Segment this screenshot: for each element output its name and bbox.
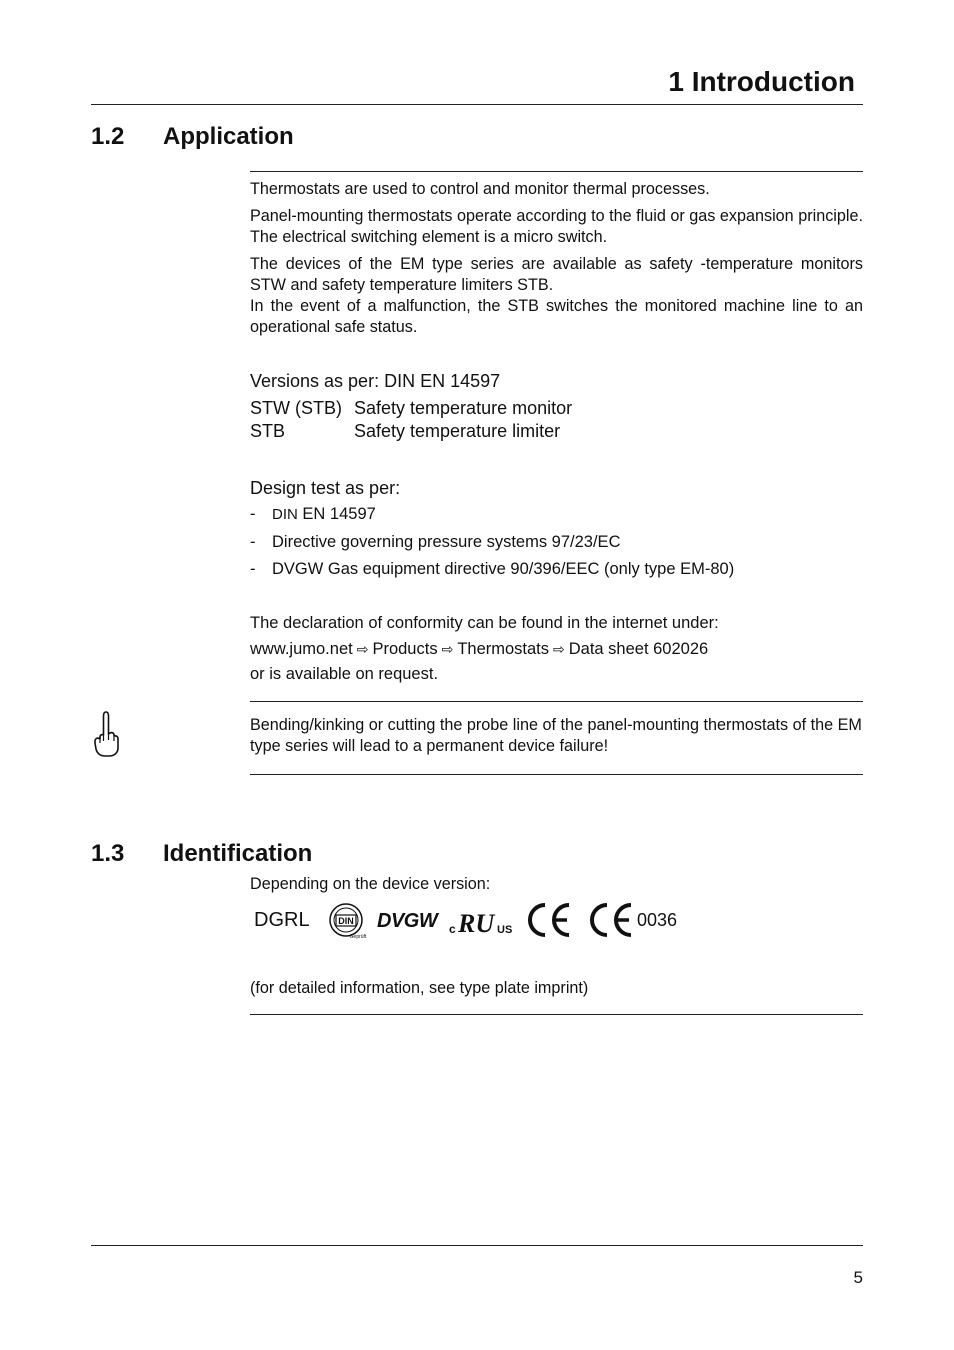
- conformity-intro: The declaration of conformity can be found in the internet under:: [250, 614, 719, 632]
- ul-mark-mid: RU: [458, 909, 495, 936]
- section-title: Application: [163, 123, 294, 150]
- section-number: 1.3: [91, 840, 125, 867]
- bullet-dash: -: [250, 533, 256, 551]
- ul-mark-left: c: [449, 922, 456, 936]
- header-rule: [91, 104, 863, 105]
- list-item-prefix: DIN: [272, 506, 298, 523]
- paragraph: In the event of a malfunction, the STB switches the monitored machine line to an operational safe status.: [250, 297, 863, 336]
- conformity-path: [250, 640, 863, 659]
- intro-paragraphs: [250, 179, 863, 338]
- section-number: 1.2: [91, 123, 125, 150]
- version-description: Safety temperature limiter: [354, 421, 561, 441]
- design-test-heading: [250, 477, 863, 500]
- paragraph: The devices of the EM type series are available as safety -temperature monitors STW and safety temperature limiters STB.: [250, 255, 863, 294]
- note-rule-bottom: [250, 774, 863, 775]
- ce-mark-icon: [525, 902, 573, 943]
- list-item: [250, 533, 620, 552]
- list-item-text: Directive governing pressure systems 97/23/EC: [272, 533, 621, 551]
- path-step-thermostats: Thermostats: [457, 640, 550, 658]
- versions-heading-text: Versions as per: DIN EN 14597: [250, 371, 501, 391]
- path-step-products: Products: [372, 640, 438, 658]
- version-row: [250, 421, 560, 442]
- section-title: Identification: [163, 840, 313, 867]
- path-step-datasheet: Data sheet 602026: [568, 640, 709, 658]
- dvgw-mark: DVGW: [377, 910, 438, 932]
- footer-rule: [91, 1245, 863, 1246]
- ce-mark-icon: [587, 902, 635, 943]
- version-term: STW (STB): [250, 398, 342, 418]
- arrow-right-icon: ⇨: [356, 641, 369, 657]
- conformity-block: [250, 614, 863, 684]
- versions-heading: [250, 370, 863, 393]
- din-logo-icon: [328, 902, 368, 947]
- dgrl-mark: DGRL: [254, 909, 310, 931]
- din-logo-subtext: Geprüft: [349, 934, 367, 940]
- note-rule-top: [250, 701, 863, 702]
- bullet-dash: -: [250, 505, 256, 523]
- conformity-outro: or is available on request.: [250, 665, 439, 683]
- section-rule: [250, 171, 863, 172]
- warning-note: [250, 715, 863, 757]
- identification-note: [250, 978, 863, 999]
- path-link-jumo[interactable]: www.jumo.net: [250, 640, 353, 658]
- arrow-right-icon: ⇨: [553, 641, 565, 657]
- ce-notified-body-number: 0036: [637, 910, 678, 930]
- identification-intro-text: Depending on the device version:: [250, 875, 491, 893]
- ul-mark-icon: [448, 906, 514, 941]
- list-item: [250, 560, 734, 579]
- din-logo-text: DIN: [338, 916, 354, 926]
- arrow-right-icon: ⇨: [441, 641, 454, 657]
- version-row: [250, 398, 572, 419]
- version-term: STB: [250, 421, 286, 441]
- ul-mark-right: US: [497, 924, 513, 936]
- identification-intro: [250, 874, 863, 895]
- design-test-heading-text: Design test as per:: [250, 478, 401, 498]
- list-item-text: DVGW Gas equipment directive 90/396/EEC (only type EM-80): [272, 560, 735, 578]
- pointing-hand-icon: [92, 710, 120, 763]
- version-description: Safety temperature monitor: [354, 398, 573, 418]
- list-item-text: EN 14597: [297, 505, 376, 523]
- page-number: 5: [853, 1268, 863, 1287]
- warning-text: Bending/kinking or cutting the probe line of the panel-mounting thermostats of the EM type series will lead to a permanent device failure!: [250, 716, 862, 755]
- identification-note-text: (for detailed information, see type plate imprint): [250, 979, 589, 997]
- identification-rule: [250, 1014, 863, 1015]
- paragraph: Panel-mounting thermostats operate according to the fluid or gas expansion principle. The electrical switching element is a micro switch.: [250, 207, 863, 246]
- list-item: [250, 505, 376, 524]
- chapter-title: 1 Introduction: [668, 66, 855, 97]
- bullet-dash: -: [250, 560, 256, 578]
- paragraph: Thermostats are used to control and monitor thermal processes.: [250, 180, 710, 198]
